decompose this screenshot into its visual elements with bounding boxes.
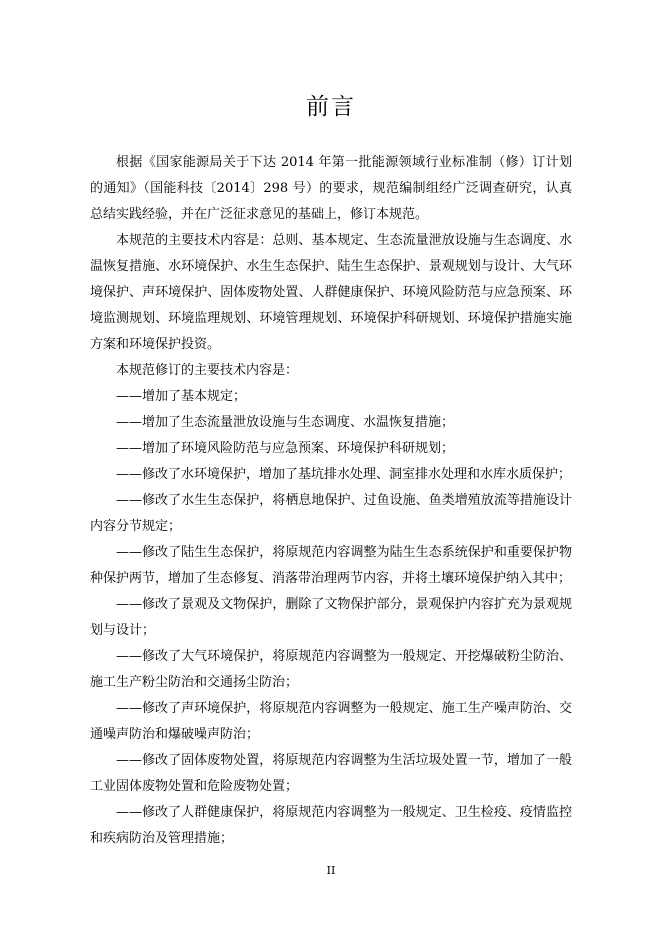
list-item: ——增加了环境风险防范与应急预案、环境保护科研规划； xyxy=(116,441,455,456)
list-item: ——修改了固体废物处置，将原规范内容调整为生活垃圾处置一节，增加了一般工业固体废物处置和危险废物处置； xyxy=(90,753,572,794)
list-item: ——修改了声环境保护，将原规范内容调整为一般规定、施工生产噪声防治、交通噪声防治和爆破噪声防治； xyxy=(90,701,572,742)
paragraph: 本规范的主要技术内容是：总则、基本规定、生态流量泄放设施与生态调度、水温恢复措施、水环境保护、水生生态保护、陆生生态保护、景观规划与设计、大气环境保护、声环境保护、固体废物处置、人群健康保护、环境风险防范与应急预案、环境监测规划、环境监理规划、环境管理规划、环境保护科研规划、环境保护措施实施方案和环境保护投资。 xyxy=(90,233,572,352)
page-number: II xyxy=(326,864,336,877)
list-item: ——修改了水环境保护，增加了基坑排水处理、洞室排水处理和水库水质保护； xyxy=(116,467,572,482)
paragraph: 根据《国家能源局关于下达 2014 年第一批能源领域行业标准制（修）订计划的通知》（国能科技〔2014〕298 号）的要求，规范编制组经广泛调查研究，认真总结实践经验，并在广泛征求意见的基础上，修订本规范。 xyxy=(90,155,572,222)
page-title: 前言 xyxy=(306,94,356,120)
paragraph: 本规范修订的主要技术内容是： xyxy=(116,363,299,378)
list-item: ——增加了生态流量泄放设施与生态调度、水温恢复措施； xyxy=(116,415,455,430)
body-text xyxy=(90,150,572,852)
list-item: ——修改了景观及文物保护，删除了文物保护部分，景观保护内容扩充为景观规划与设计； xyxy=(90,597,572,638)
list-item: ——修改了人群健康保护，将原规范内容调整为一般规定、卫生检疫、疫情监控和疾病防治及管理措施； xyxy=(90,805,572,846)
list-item: ——修改了大气环境保护，将原规范内容调整为一般规定、开挖爆破粉尘防治、施工生产粉尘防治和交通扬尘防治； xyxy=(90,649,572,690)
list-item: ——增加了基本规定； xyxy=(116,389,247,404)
list-item: ——修改了水生生态保护，将栖息地保护、过鱼设施、鱼类增殖放流等措施设计内容分节规定； xyxy=(90,493,572,534)
list-item: ——修改了陆生生态保护，将原规范内容调整为陆生生态系统保护和重要保护物种保护两节，增加了生态修复、消落带治理两节内容，并将土壤环境保护纳入其中； xyxy=(90,545,572,586)
